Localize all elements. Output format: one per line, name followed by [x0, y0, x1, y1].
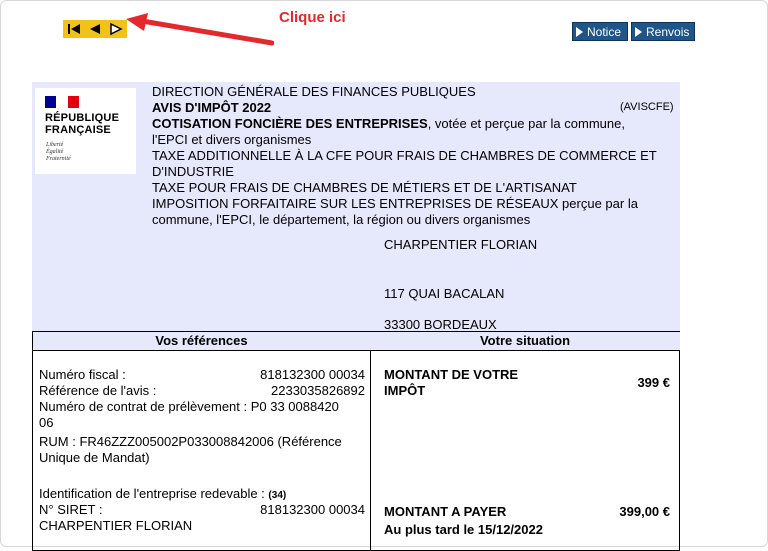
header-text: [152, 84, 672, 228]
notice-label: Notice: [587, 24, 622, 39]
avis-title: AVIS D'IMPÔT 2022: [152, 100, 272, 115]
logo-line2: FRANÇAISE: [45, 124, 111, 136]
republique-logo: [35, 88, 136, 174]
montant-impot-line1: MONTANT DE VOTRE: [384, 367, 519, 382]
montant-payer-value: 399,00 €: [619, 504, 670, 519]
address-street: 117 QUAI BACALAN: [384, 286, 505, 301]
logo-line1: RÉPUBLIQUE: [45, 112, 120, 124]
renvois-label: Renvois: [646, 24, 690, 39]
renvois-button[interactable]: [631, 22, 695, 41]
address-city: 33300 BORDEAUX: [384, 317, 497, 332]
notice-button[interactable]: [572, 22, 628, 41]
motto-liberte: Liberté: [46, 142, 64, 148]
contrat-line1: Numéro de contrat de prélèvement : P0 33 0088420: [39, 399, 339, 414]
montant-impot-value: 399 €: [637, 375, 670, 390]
situation-column: [370, 332, 680, 550]
rum-line2: Unique de Mandat): [39, 450, 150, 465]
first-icon[interactable]: [67, 22, 81, 36]
cfe-title: COTISATION FONCIÈRE DES ENTREPRISES: [152, 116, 428, 131]
direction-title: DIRECTION GÉNÉRALE DES FINANCES PUBLIQUES: [152, 84, 476, 99]
ident-label: Identification de l'entreprise redevable :: [39, 486, 265, 501]
montant-impot-line2: IMPÔT: [384, 383, 426, 398]
page-nav: [63, 20, 127, 38]
ref-avis-value: 2233035826892: [271, 383, 365, 398]
situation-header: Votre situation: [370, 332, 680, 351]
ifer-line1: IMPOSITION FORFAITAIRE SUR LES ENTREPRISES DE RÉSEAUX perçue par la: [152, 196, 638, 211]
annotation-label: Clique ici: [279, 9, 346, 26]
ref-avis-label: Référence de l'avis :: [39, 383, 157, 398]
taxe-cci-line2: D'INDUSTRIE: [152, 164, 234, 179]
annotation-arrow-icon: [124, 13, 274, 47]
info-table: [32, 331, 680, 551]
references-header: Vos références: [33, 332, 370, 351]
ident-note: (34): [268, 490, 287, 501]
ifer-line2: commune, l'EPCI, le département, la région ou divers organismes: [152, 212, 531, 227]
numero-fiscal-label: Numéro fiscal :: [39, 367, 126, 382]
play-icon: [635, 27, 642, 37]
siret-value: 818132300 00034: [260, 502, 365, 517]
avis-code: (AVISCFE): [620, 101, 674, 113]
next-icon[interactable]: [109, 22, 123, 36]
cfe-desc: , votée et perçue par la commune,: [427, 116, 625, 131]
motto-egalite: Égalité: [46, 149, 64, 155]
cfe-desc-line2: l'EPCI et divers organismes: [152, 132, 312, 147]
previous-icon[interactable]: [88, 22, 102, 36]
montant-payer-label: MONTANT A PAYER: [384, 504, 507, 519]
address-name: CHARPENTIER FLORIAN: [384, 237, 538, 252]
taxe-cma: TAXE POUR FRAIS DE CHAMBRES DE MÉTIERS ET DE L'ARTISANAT: [152, 180, 577, 195]
rum-line1: RUM : FR46ZZZ005002P033008842006 (Référence: [39, 434, 342, 449]
flag-icon: [45, 96, 79, 108]
references-column: [33, 332, 371, 550]
play-icon: [576, 27, 583, 37]
echeance: Au plus tard le 15/12/2022: [384, 522, 543, 537]
motto-fraternite: Fraternité: [46, 156, 71, 162]
company-name: CHARPENTIER FLORIAN: [39, 518, 193, 533]
taxe-cci-line1: TAXE ADDITIONNELLE À LA CFE POUR FRAIS DE CHAMBRES DE COMMERCE ET: [152, 148, 657, 163]
numero-fiscal-value: 818132300 00034: [260, 367, 365, 382]
siret-label: N° SIRET :: [39, 502, 103, 517]
contrat-line2: 06: [39, 415, 54, 430]
